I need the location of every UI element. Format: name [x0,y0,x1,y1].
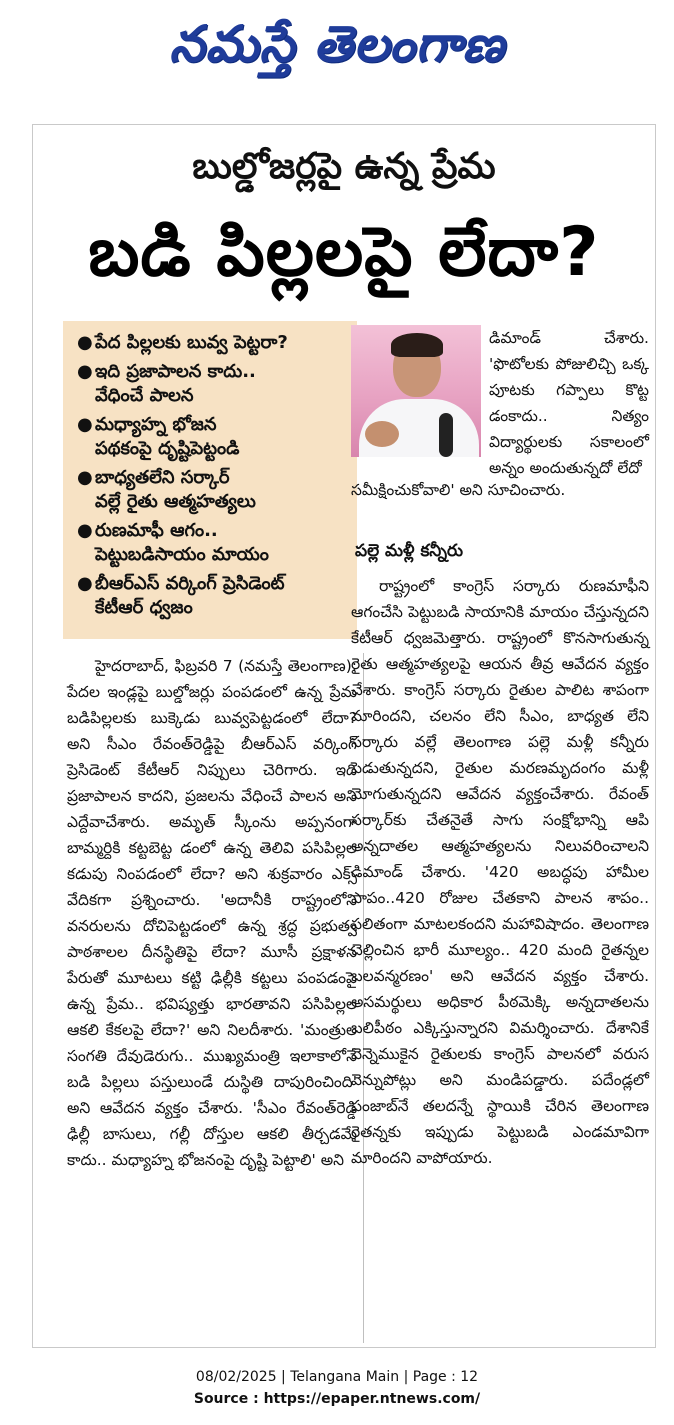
photo-figure-hair [391,333,443,357]
article-headline: బడి పిల్లలపై లేదా? [88,213,600,292]
news-article [32,124,656,1348]
bullet-icon: ● [77,573,93,594]
highlight-item: ● బీఆర్ఎస్ వర్కింగ్ ప్రెసిడెంట్ కేటీఆర్ ధ్వజం [77,573,285,618]
bullet-icon: ● [77,414,93,435]
newspaper-masthead [0,4,674,84]
highlight-item: ● రుణమాఫీ ఆగం.. పెట్టుబడిసాయం మాయం [77,520,269,565]
politician-photo [351,325,481,457]
section-subhead: పల్లె మళ్లీ కన్నీరు [355,541,464,561]
highlights-box [63,321,357,639]
highlight-item: ● ఇది ప్రజాపాలన కాదు.. వేధించే పాలన [77,361,256,406]
bullet-icon: ● [77,332,93,353]
page-footer [0,1366,674,1410]
footer-source-line: Source : https://epaper.ntnews.com/ [193,1391,481,1407]
article-kicker: బుల్డోజర్లపై ఉన్న ప్రేమ [192,146,496,187]
microphone-icon [439,413,453,457]
left-column-text: హైదరాబాద్, ఫిబ్రవరి 7 (నమస్తే తెలంగాణ): పేదల ఇండ్లపై బుల్డోజర్లు పంపడంలో ఉన్న ప్రేమ బడిపిల్లలకు బుక్కెడు బువ్వపెట్టడంలో లేదా? అని సీఎం రేవంత్‌రెడ్డిపై బీఆర్ఎస్ వర్కింగ్ ప్రెసిడెంట్ కేటీఆర్ నిప్పులు చెరిగారు. ఇది ప్రజాపాలన కాదని, ప్రజలను వేధించే పాలన అని ఎద్దేవాచేశారు. అమృత్ స్కీంను అప్పనంగా బామ్మర్దికి కట్టబెట్ట డంలో ఉన్న తెలివి పసిపిల్లల కడుపు నింపడంలో లేదా? అని శుక్రవారం ఎక్స్ వేదికగా ప్రశ్నించారు. 'అదానీకి రాష్ట్రంలోని వనరులను దోచిపెట్టడంలో ఉన్న శ్రద్ధ ప్రభుత్వ పాఠశాలల దీనస్థితిపై లేదా? మూసీ ప్రక్షాళన పేరుతో మూటలు కట్టి ఢిల్లీకి కట్టలు పంపడంపై ఉన్న ప్రేమ.. భవిష్యత్తు భారతావని పసిపిల్లల ఆకలి కేకలపై లేదా?' అని నిలదీశారు. 'మంత్రుల సంగతి దేవుడెరుగు.. ముఖ్యమంత్రి ఇలాకాలోనే బడి పిల్లలు పస్తులుండే దుస్థితి దాపురించింది' అని ఆవేదన వ్యక్తం చేశారు. 'సీఎం రేవంత్‌రెడ్డి ఢిల్లీ బాసులు, గల్లీ దోస్తుల ఆకలి తీర్చడమే కాదు.. మధ్యాహ్న భోజనంపై దృష్టి పెట్టాలి' అని [67,657,357,1169]
bullet-icon: ● [77,520,93,541]
highlight-item: ● పేద పిల్లలకు బువ్వ పెట్టరా? [77,332,288,353]
right-top-text-end: సమీక్షించుకోవాలి' అని సూచించారు. [351,481,566,499]
highlight-item: ● మధ్యాహ్న భోజన పథకంపై దృష్టిపెట్టండి [77,414,240,459]
right-top-text: డిమాండ్ చేశారు. 'ఫొటోలకు పోజులిచ్చి ఒక్క పూటకు గప్పాలు కొట్ట డంకాదు.. నిత్యం విద్యార్థులకు సకాలంలో అన్నం అందుతున్నదో లేదో [489,329,649,477]
highlight-item: ● బాధ్యతలేని సర్కార్ వల్లే రైతు ఆత్మహత్యలు [77,467,256,512]
bullet-icon: ● [77,467,93,488]
photo-figure-hand [365,421,399,447]
masthead-title: నమస్తే తెలంగాణ [169,14,505,73]
right-column-text: రాష్ట్రంలో కాంగ్రెస్ సర్కారు రుణమాఫీని ఆగంచేసి పెట్టుబడి సాయానికి మాయం చేస్తున్నదని కేటీఆర్ ధ్వజమెత్తారు. రాష్ట్రంలో కొనసాగుతున్న రైతు ఆత్మహత్యలపై ఆయన తీవ్ర ఆవేదన వ్యక్తం చేశారు. కాంగ్రెస్ సర్కారు రైతుల పాలిట శాపంగా మారిందని, చలనం లేని సీఎం, బాధ్యత లేని సర్కారు వల్లే తెలంగాణ పల్లె మళ్లీ కన్నీరు పెడుతున్నదని, రైతుల మరణమృదంగం మళ్లీ మోగుతున్నదని ఆవేదన వ్యక్తంచేశారు. రేవంత్ సర్కార్‌కు చేతనైతే సాగు సంక్షోభాన్ని ఆపి అన్నదాతల ఆత్మహత్యలను నిలువరించాలని డిమాండ్ చేశారు. '420 అబద్ధపు హామీల పాపం..420 రోజుల చేతకాని పాలన శాపం.. ఫలితంగా మాటలకందని మహావిషాదం. తెలంగాణ చెల్లించిన భారీ మూల్యం.. 420 మంది రైతన్నల బలవన్మరణం' అని ఆవేదన వ్యక్తం చేశారు. అసమర్థులు అధికార పీఠమెక్కి అన్నదాతలను బలిపీఠం ఎక్కిస్తున్నారని విమర్శించారు. దేశానికే వెన్నెముకైన రైతులకు కాంగ్రెస్ పాలనలో వరుస వెన్నుపోట్లు అని మండిపడ్డారు. పదేండ్లలో పంజాబ్‌నే తలదన్నే స్థాయికి చేరిన తెలంగాణ రైతన్నకు ఇప్పుడు పెట్టుబడి ఎండమావిగా మారిందని వాపోయారు. [351,577,649,1167]
footer-edition-line: 08/02/2025 | Telangana Main | Page : 12 [195,1369,479,1385]
bullet-icon: ● [77,361,93,382]
